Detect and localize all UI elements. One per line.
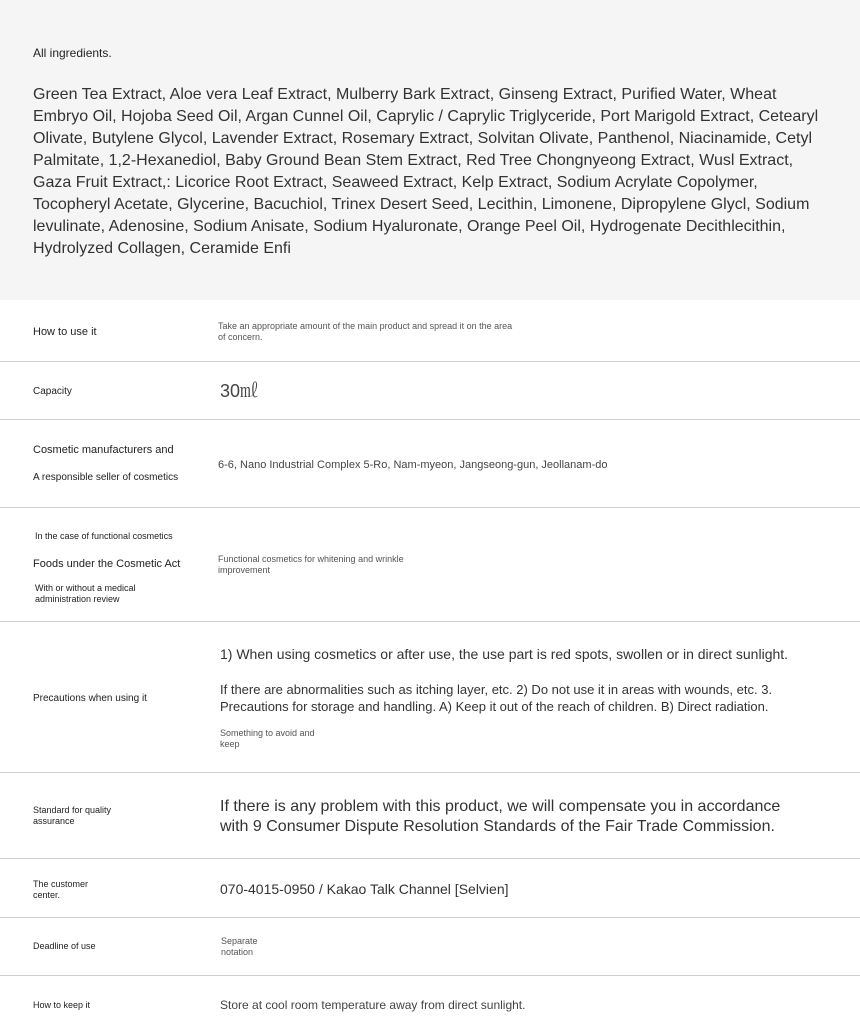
manufacturer-label-1: Cosmetic manufacturers and	[33, 444, 174, 456]
how-to-keep-label: How to keep it	[33, 1000, 91, 1010]
deadline-value: Separate notation	[221, 936, 258, 957]
row-manufacturer	[0, 420, 860, 508]
deadline-label: Deadline of use	[33, 941, 96, 951]
row-how-to-keep	[0, 976, 860, 1032]
how-to-keep-value: Store at cool room temperature away from direct sunlight.	[220, 998, 526, 1012]
ingredients-label: All ingredients.	[33, 46, 112, 60]
functional-label-2: Foods under the Cosmetic Act	[33, 558, 181, 570]
row-customer-center	[0, 859, 860, 918]
row-functional	[0, 508, 860, 622]
customer-center-value: 070-4015-0950 / Kakao Talk Channel [Selvien]	[220, 881, 509, 897]
precautions-value-2: If there are abnormalities such as itching layer, etc. 2) Do not use it in areas with wounds, etc. 3. Precautions for storage and handling. A) Keep it out of the reach of children. B) Direct radiation.	[220, 682, 773, 714]
how-to-use-value: Take an appropriate amount of the main product and spread it on the area of concern.	[218, 321, 513, 342]
functional-label-1: In the case of functional cosmetics	[35, 531, 173, 541]
row-capacity	[0, 362, 860, 420]
precautions-value-1: 1) When using cosmetics or after use, the use part is red spots, swollen or in direct sunlight.	[220, 646, 789, 662]
capacity-value: 30㎖	[220, 381, 259, 401]
capacity-label: Capacity	[33, 386, 72, 397]
product-info-table	[0, 300, 860, 1032]
functional-label-3: With or without a medical administration review	[35, 583, 136, 604]
how-to-use-label: How to use it	[33, 326, 97, 338]
ingredients-text: Green Tea Extract, Aloe vera Leaf Extract, Mulberry Bark Extract, Ginseng Extract, Purified Water, Wheat Embryo Oil, Hojoba Seed Oil, Argan Cunnel Oil, Caprylic / Caprylic Triglyceride, Port Marigold Extract, Cetearyl Olivate, Butylene Glycol, Lavender Extract, Rosemary Extract, Solvitan Olivate, Panthenol, Niacinamide, Cetyl Palmitate, 1,2-Hexanediol, Baby Ground Bean Stem Extract, Red Tree Chongnyeong Extract, Wusl Extract, Gaza Fruit Extract,: Licorice Root Extract, Seaweed Extract, Kelp Extract, Sodium Acrylate Copolymer, Tocopheryl Acetate, Glycerine, Bacuchiol, Trinex Desert Seed, Lecithin, Limonene, Dipropylene Glycl, Sodium levulinate, Adenosine, Sodium Anisate, Sodium Hyaluronate, Orange Peel Oil, Hydrogenate Decithlecithin, Hydrolyzed Collagen, Ceramide Enfi	[33, 86, 819, 257]
row-quality	[0, 773, 860, 859]
row-precautions	[0, 622, 860, 773]
quality-label: Standard for quality assurance	[33, 805, 112, 826]
ingredients-section	[0, 0, 860, 300]
row-how-to-use	[0, 300, 860, 362]
manufacturer-label-2: A responsible seller of cosmetics	[33, 472, 179, 483]
functional-value: Functional cosmetics for whitening and wrinkle improvement	[218, 554, 404, 575]
manufacturer-value: 6-6, Nano Industrial Complex 5-Ro, Nam-myeon, Jangseong-gun, Jeollanam-do	[218, 459, 608, 471]
customer-center-label: The customer center.	[33, 879, 89, 900]
precautions-label: Precautions when using it	[33, 693, 147, 704]
quality-value: If there is any problem with this product, we will compensate you in accordance with 9 Consumer Dispute Resolution Standards of the Fair Trade Commission.	[220, 798, 781, 835]
precautions-value-3: Something to avoid and keep	[220, 728, 315, 749]
row-deadline	[0, 918, 860, 976]
